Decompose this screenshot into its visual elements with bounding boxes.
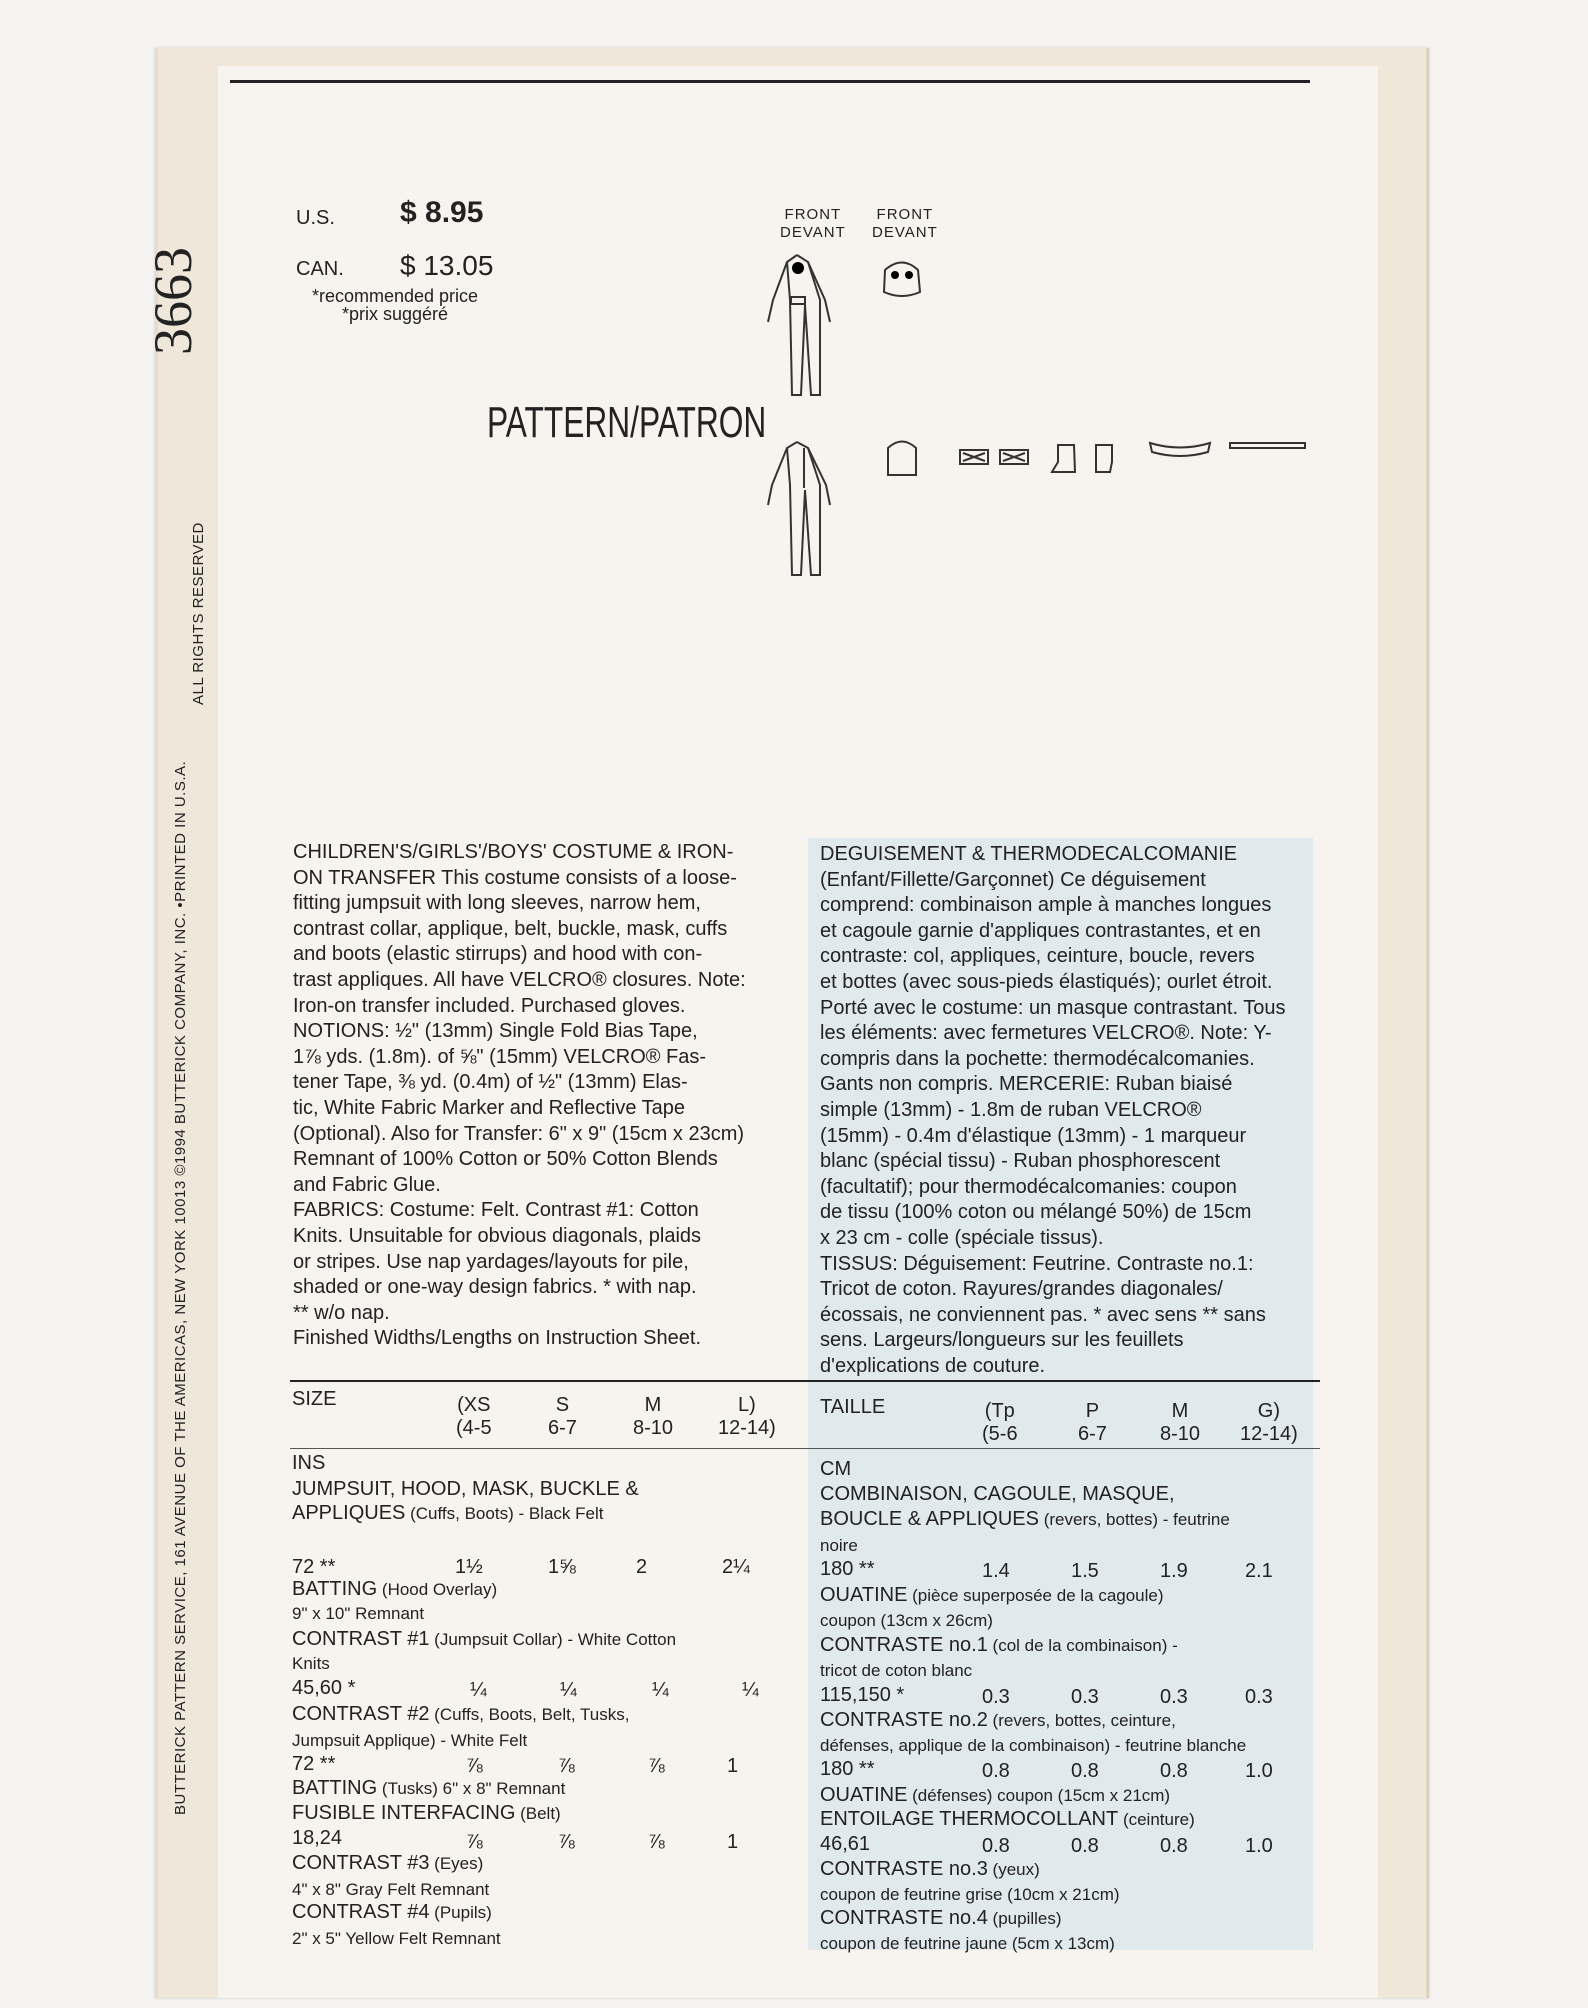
technical-drawings bbox=[0, 0, 1588, 700]
view-label-2-line1: FRONT bbox=[876, 206, 934, 223]
pattern-label: PATTERN/PATRON bbox=[487, 398, 767, 447]
en-row-4-desc: CONTRAST #2 bbox=[292, 1703, 430, 1725]
en-row-6-width: 18,24 bbox=[292, 1827, 343, 1849]
fr-size-range: 8-10 bbox=[1160, 1423, 1201, 1445]
en-row-4-sub: Jumpsuit Applique) - White Felt bbox=[292, 1731, 528, 1750]
fr-row-8-note: (pupilles) bbox=[987, 1909, 1062, 1928]
fr-size-range: 12-14) bbox=[1240, 1423, 1298, 1445]
french-line: Porté avec le costume: un masque contrastant. Tous bbox=[820, 996, 1286, 1019]
french-line: écossais, ne conviennent pas. * avec sens ** sans bbox=[820, 1303, 1266, 1326]
en-row-6 bbox=[292, 1802, 561, 1825]
fr-row-6-note: (ceinture) bbox=[1118, 1810, 1195, 1829]
fr-row-1-note: (revers, bottes) - feutrine bbox=[1038, 1510, 1230, 1529]
us-label: U.S. bbox=[296, 207, 335, 229]
fr-row-6 bbox=[820, 1808, 1195, 1831]
fr-row-6-width: 46,61 bbox=[820, 1833, 871, 1855]
french-line: sens. Largeurs/longueurs sur les feuillets bbox=[820, 1329, 1184, 1352]
en-row-3-sub: Knits bbox=[292, 1654, 330, 1673]
fr-row-1-desc: COMBINAISON, CAGOULE, MASQUE, bbox=[820, 1483, 1175, 1505]
fr-row-7-sub: coupon de feutrine grise (10cm x 21cm) bbox=[820, 1885, 1120, 1904]
fr-row-4-val: 0.8 bbox=[1160, 1760, 1188, 1782]
fr-row-4-width: 180 ** bbox=[820, 1758, 875, 1780]
english-line: ** w/o nap. bbox=[293, 1301, 390, 1324]
en-row-3-desc: CONTRAST #1 bbox=[292, 1628, 430, 1650]
side-credit-line1: BUTTERICK PATTERN SERVICE, 161 AVENUE OF THE AMERICAS, NEW YORK 10013 ©1994 BUTTERICK COMPANY, INC. •PRINTED IN U.S.A. bbox=[172, 760, 189, 1815]
french-line: contraste: col, appliques, ceinture, boucle, revers bbox=[820, 945, 1255, 968]
fr-row-2-sub: coupon (13cm x 26cm) bbox=[820, 1611, 993, 1630]
french-line: compris dans la pochette: thermodécalcomanies. bbox=[820, 1047, 1255, 1070]
fr-size-col-2 bbox=[1078, 1400, 1107, 1446]
en-row-3 bbox=[292, 1628, 676, 1651]
english-line: fitting jumpsuit with long sleeves, narrow hem, bbox=[293, 892, 701, 915]
en-size-col-1 bbox=[456, 1394, 492, 1440]
french-line: TISSUS: Déguisement: Feutrine. Contraste no.1: bbox=[820, 1252, 1254, 1275]
fr-row-3 bbox=[820, 1634, 1178, 1657]
en-row-1-note: (Cuffs, Boots) - Black Felt bbox=[405, 1504, 604, 1523]
belt-buckle-drawing bbox=[1150, 443, 1210, 456]
en-row-6-val: ⅞ bbox=[558, 1831, 575, 1853]
fr-row-3-note: (col de la combinaison) - bbox=[987, 1636, 1178, 1655]
french-line: blanc (spécial tissu) - Ruban phosphorescent bbox=[820, 1150, 1221, 1173]
en-row-3-val: ¼ bbox=[560, 1679, 577, 1701]
en-size-code: L) bbox=[738, 1394, 756, 1416]
boots-drawing bbox=[1052, 445, 1112, 472]
en-row-3-width: 45,60 * bbox=[292, 1677, 356, 1699]
en-size-code: S bbox=[555, 1394, 570, 1416]
fr-row-4-desc: CONTRASTE no.2 bbox=[820, 1709, 988, 1731]
fr-row-1-sub: noire bbox=[820, 1536, 858, 1555]
en-row-6-note: (Belt) bbox=[515, 1804, 561, 1823]
english-line: FABRICS: Costume: Felt. Contrast #1: Cotton bbox=[293, 1199, 699, 1222]
french-line: DEGUISEMENT & THERMODECALCOMANIE bbox=[820, 843, 1238, 865]
fr-row-8-sub: coupon de feutrine jaune (5cm x 13cm) bbox=[820, 1934, 1115, 1953]
english-line: (Optional). Also for Transfer: 6" x 9" (15cm x 23cm) bbox=[293, 1122, 745, 1145]
pattern-number: 3663 bbox=[143, 247, 203, 355]
english-line: trast appliques. All have VELCRO® closures. Note: bbox=[293, 968, 746, 991]
en-row-4-val: ⅞ bbox=[558, 1755, 575, 1777]
en-row-1-val: 2¼ bbox=[722, 1556, 750, 1578]
us-price: $ 8.95 bbox=[400, 196, 484, 229]
english-line: 1⅞ yds. (1.8m). of ⅝" (15mm) VELCRO® Fas- bbox=[293, 1045, 707, 1068]
en-size-range: 12-14) bbox=[718, 1417, 776, 1439]
en-row-2 bbox=[292, 1578, 497, 1601]
mask-front-drawing bbox=[884, 263, 920, 297]
view-label-1-line2: DEVANT bbox=[780, 224, 846, 241]
en-row-4-note: (Cuffs, Boots, Belt, Tusks, bbox=[429, 1705, 630, 1724]
en-row-1-val: 2 bbox=[636, 1556, 648, 1578]
en-row-6-val: ⅞ bbox=[648, 1831, 665, 1853]
english-line: Knits. Unsuitable for obvious diagonals, plaids bbox=[293, 1224, 702, 1247]
en-size-range: 8-10 bbox=[633, 1417, 674, 1439]
english-line: tener Tape, ⅜ yd. (0.4m) of ½" (13mm) Elas- bbox=[293, 1071, 688, 1094]
fr-row-1-width: 180 ** bbox=[820, 1558, 875, 1580]
fr-row-4 bbox=[820, 1709, 1176, 1732]
english-line: and Fabric Glue. bbox=[293, 1173, 441, 1196]
en-size-range: 6-7 bbox=[548, 1417, 577, 1439]
en-row-1-width: 72 ** bbox=[292, 1556, 336, 1578]
fr-row-3-desc: CONTRASTE no.1 bbox=[820, 1634, 988, 1656]
en-unit: INS bbox=[292, 1452, 326, 1474]
fr-size-col-3 bbox=[1160, 1400, 1200, 1446]
en-size-col-3 bbox=[633, 1394, 673, 1440]
en-row-6-val: 1 bbox=[727, 1831, 739, 1853]
en-row-1-desc2 bbox=[292, 1502, 603, 1525]
fr-row-1-val: 1.9 bbox=[1160, 1560, 1188, 1582]
fr-row-1-val: 1.4 bbox=[982, 1560, 1010, 1582]
en-row-7-desc: CONTRAST #3 bbox=[292, 1852, 430, 1874]
en-row-7-note: (Eyes) bbox=[429, 1854, 484, 1873]
fr-row-7-note: (yeux) bbox=[987, 1860, 1040, 1879]
french-line: d'explications de couture. bbox=[820, 1354, 1046, 1377]
jumpsuit-back-drawing bbox=[768, 442, 830, 575]
fr-row-5-desc: OUATINE bbox=[820, 1784, 908, 1806]
fr-row-6-val: 1.0 bbox=[1245, 1835, 1273, 1857]
en-row-3-val: ¼ bbox=[652, 1679, 669, 1701]
en-row-1-val: 1⅝ bbox=[548, 1556, 576, 1578]
en-size-code: (XS bbox=[457, 1394, 491, 1416]
french-line: de tissu (100% coton ou mélangé 50%) de 15cm bbox=[820, 1201, 1252, 1224]
english-line: and boots (elastic stirrups) and hood with con- bbox=[293, 943, 703, 966]
en-row-4-val: ⅞ bbox=[648, 1755, 665, 1777]
side-credit bbox=[172, 522, 208, 1815]
en-row-5 bbox=[292, 1777, 565, 1800]
french-line: et bottes (avec sous-pieds élastiqués); ourlet étroit. bbox=[820, 970, 1273, 993]
table-top-rule bbox=[290, 1380, 1320, 1382]
en-row-5-note: (Tusks) 6" x 8" Remnant bbox=[377, 1779, 566, 1798]
fr-row-4-val: 0.8 bbox=[982, 1760, 1010, 1782]
fr-row-4-note: (revers, bottes, ceinture, bbox=[987, 1711, 1176, 1730]
en-row-8-desc: CONTRAST #4 bbox=[292, 1901, 430, 1923]
tape-drawing bbox=[1230, 443, 1305, 448]
en-row-4 bbox=[292, 1703, 629, 1726]
fr-row-6-val: 0.8 bbox=[982, 1835, 1010, 1857]
fr-row-2-note: (pièce superposée de la cagoule) bbox=[907, 1586, 1164, 1605]
fr-row-3-val: 0.3 bbox=[1160, 1686, 1188, 1708]
can-price: $ 13.05 bbox=[400, 250, 494, 281]
fr-size-col-4 bbox=[1240, 1400, 1298, 1446]
en-row-2-note: (Hood Overlay) bbox=[377, 1580, 498, 1599]
french-line: Tricot de coton. Rayures/grandes diagonales/ bbox=[820, 1278, 1223, 1301]
fr-row-8 bbox=[820, 1907, 1062, 1930]
en-row-8-note: (Pupils) bbox=[429, 1903, 492, 1922]
fr-row-2 bbox=[820, 1584, 1164, 1607]
price-note-en: *recommended price bbox=[311, 286, 479, 306]
fr-size-code: (Tp bbox=[984, 1400, 1015, 1422]
side-credit-line2: ALL RIGHTS RESERVED bbox=[190, 522, 207, 705]
fr-size-range: 6-7 bbox=[1078, 1423, 1107, 1445]
french-line: (facultatif); pour thermodécalcomanies: coupon bbox=[820, 1175, 1237, 1198]
fr-row-1-val: 2.1 bbox=[1245, 1560, 1273, 1582]
fr-row-4-sub: défenses, applique de la combinaison) - feutrine blanche bbox=[820, 1736, 1247, 1755]
french-line: (Enfant/Fillette/Garçonnet) Ce déguisement bbox=[820, 868, 1206, 891]
cuffs-drawing bbox=[960, 450, 1028, 464]
fr-size-code: M bbox=[1171, 1400, 1189, 1422]
fr-row-1-desc2-text: BOUCLE & APPLIQUES bbox=[820, 1508, 1039, 1530]
en-row-1-desc: JUMPSUIT, HOOD, MASK, BUCKLE & bbox=[292, 1478, 639, 1500]
french-line: comprend: combinaison ample à manches longues bbox=[820, 894, 1272, 917]
fr-row-3-sub: tricot de coton blanc bbox=[820, 1661, 973, 1680]
fr-row-8-desc: CONTRASTE no.4 bbox=[820, 1907, 988, 1929]
english-line: NOTIONS: ½" (13mm) Single Fold Bias Tape, bbox=[293, 1020, 698, 1043]
english-line: Iron-on transfer included. Purchased gloves. bbox=[293, 994, 686, 1017]
english-line: Remnant of 100% Cotton or 50% Cotton Blends bbox=[293, 1148, 718, 1171]
en-row-7-sub: 4" x 8" Gray Felt Remnant bbox=[292, 1880, 490, 1899]
fr-row-5-note: (défenses) coupon (15cm x 21cm) bbox=[907, 1786, 1171, 1805]
en-size-code: M bbox=[644, 1394, 662, 1416]
english-line: shaded or one-way design fabrics. * with nap. bbox=[293, 1276, 697, 1299]
fr-row-4-val: 0.8 bbox=[1071, 1760, 1099, 1782]
fr-row-3-width: 115,150 * bbox=[820, 1684, 905, 1706]
en-size-range: (4-5 bbox=[456, 1417, 492, 1439]
english-line: or stripes. Use nap yardages/layouts for pile, bbox=[293, 1250, 689, 1273]
fr-row-6-val: 0.8 bbox=[1071, 1835, 1099, 1857]
fr-row-3-val: 0.3 bbox=[982, 1686, 1010, 1708]
fr-row-7-desc: CONTRASTE no.3 bbox=[820, 1858, 988, 1880]
view-label-2-line2: DEVANT bbox=[872, 224, 938, 241]
en-row-4-val: 1 bbox=[727, 1755, 739, 1777]
en-size-label: SIZE bbox=[292, 1388, 337, 1410]
fr-row-6-val: 0.8 bbox=[1160, 1835, 1188, 1857]
fr-size-code: P bbox=[1085, 1400, 1100, 1422]
en-size-col-4 bbox=[718, 1394, 776, 1440]
hood-drawing bbox=[888, 442, 916, 476]
view-label-1-line1: FRONT bbox=[784, 206, 842, 223]
english-line: ON TRANSFER This costume consists of a loose- bbox=[293, 866, 737, 889]
french-line: Gants non compris. MERCERIE: Ruban biaisé bbox=[820, 1073, 1233, 1096]
en-row-1-val: 1½ bbox=[455, 1556, 483, 1578]
french-description bbox=[820, 842, 1285, 1379]
en-row-7 bbox=[292, 1852, 483, 1875]
en-row-2-sub: 9" x 10" Remnant bbox=[292, 1604, 425, 1623]
en-size-col-2 bbox=[548, 1394, 577, 1440]
fr-row-7 bbox=[820, 1858, 1040, 1881]
fr-row-1-val: 1.5 bbox=[1071, 1560, 1099, 1582]
french-line: et cagoule garnie d'appliques contrastantes, et en bbox=[820, 919, 1261, 942]
fr-row-6-desc: ENTOILAGE THERMOCOLLANT bbox=[820, 1808, 1119, 1830]
en-row-3-note: (Jumpsuit Collar) - White Cotton bbox=[429, 1630, 677, 1649]
en-row-1-desc2-text: APPLIQUES bbox=[292, 1502, 406, 1524]
english-line: contrast collar, applique, belt, buckle, mask, cuffs bbox=[293, 917, 728, 940]
fr-row-4-val: 1.0 bbox=[1245, 1760, 1273, 1782]
fr-row-1-desc2 bbox=[820, 1508, 1230, 1531]
en-row-6-desc: FUSIBLE INTERFACING bbox=[292, 1802, 516, 1824]
english-line: Finished Widths/Lengths on Instruction Sheet. bbox=[293, 1327, 702, 1350]
en-row-2-desc: BATTING bbox=[292, 1578, 378, 1600]
english-line: tic, White Fabric Marker and Reflective Tape bbox=[293, 1096, 686, 1119]
en-row-6-val: ⅞ bbox=[466, 1831, 483, 1853]
fr-unit: CM bbox=[820, 1458, 852, 1480]
table-header-rule bbox=[290, 1448, 1320, 1449]
french-line: simple (13mm) - 1.8m de ruban VELCRO® bbox=[820, 1098, 1202, 1121]
en-row-5-desc: BATTING bbox=[292, 1777, 378, 1799]
english-title: CHILDREN'S/GIRLS'/BOYS' COSTUME & IRON- bbox=[293, 841, 734, 863]
en-row-8-sub: 2" x 5" Yellow Felt Remnant bbox=[292, 1929, 501, 1948]
fr-size-label: TAILLE bbox=[820, 1396, 886, 1418]
en-row-4-val: ⅞ bbox=[466, 1755, 483, 1777]
fr-size-code: G) bbox=[1257, 1400, 1281, 1422]
fr-size-range: (5-6 bbox=[982, 1423, 1018, 1445]
en-row-8 bbox=[292, 1901, 492, 1924]
fr-size-col-1 bbox=[982, 1400, 1018, 1446]
can-label: CAN. bbox=[296, 258, 344, 280]
jumpsuit-front-drawing bbox=[768, 255, 830, 395]
english-description bbox=[293, 840, 746, 1352]
fr-row-3-val: 0.3 bbox=[1245, 1686, 1273, 1708]
french-line: (15mm) - 0.4m d'élastique (13mm) - 1 marqueur bbox=[820, 1124, 1247, 1147]
price-note-fr: *prix suggéré bbox=[341, 304, 449, 324]
french-line: x 23 cm - colle (spéciale tissus). bbox=[820, 1226, 1104, 1249]
en-row-3-val: ¼ bbox=[742, 1679, 759, 1701]
fr-row-5 bbox=[820, 1784, 1170, 1807]
french-line: les éléments: avec fermetures VELCRO®. Note: Y- bbox=[820, 1022, 1272, 1045]
fr-row-3-val: 0.3 bbox=[1071, 1686, 1099, 1708]
fr-row-2-desc: OUATINE bbox=[820, 1584, 908, 1606]
en-row-4-width: 72 ** bbox=[292, 1753, 336, 1775]
en-row-3-val: ¼ bbox=[470, 1679, 487, 1701]
